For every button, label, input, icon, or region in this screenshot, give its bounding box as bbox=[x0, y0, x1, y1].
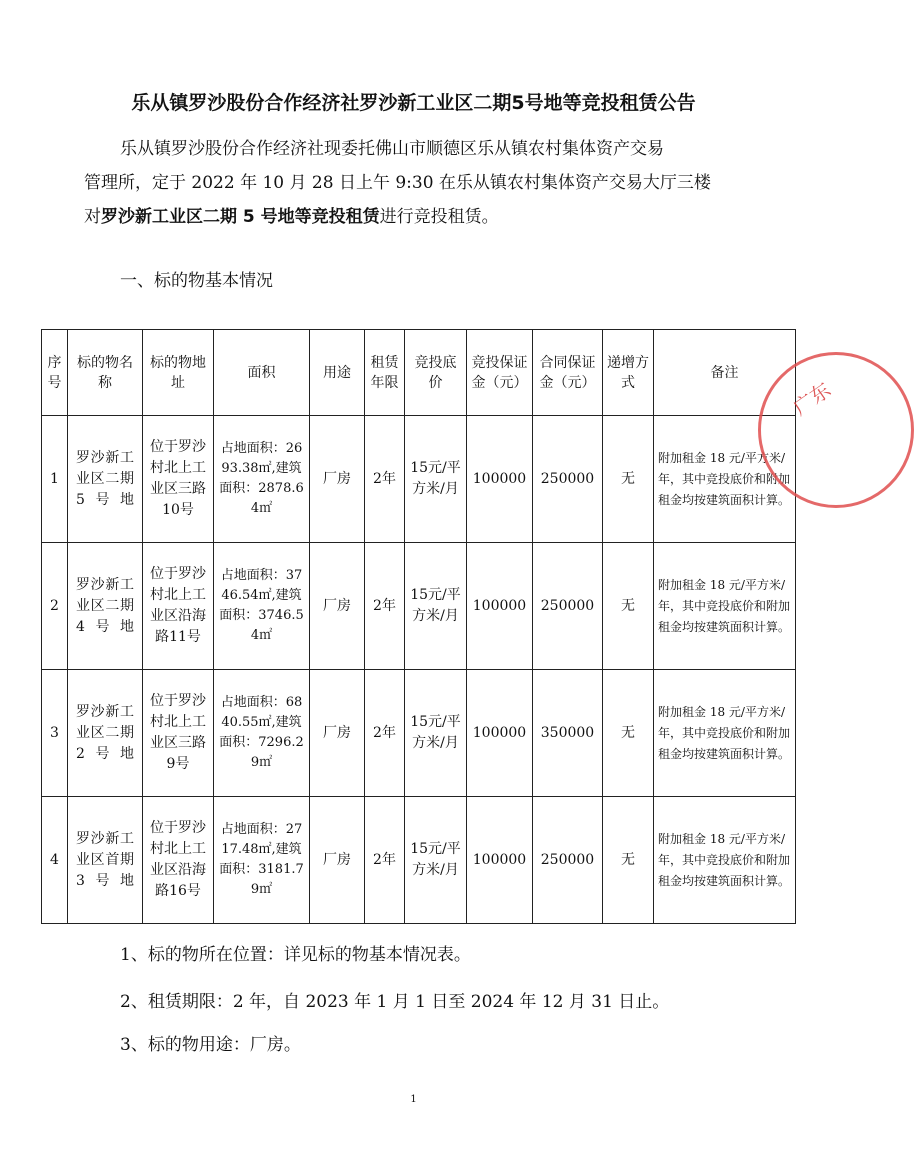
header-contract-deposit: 合同保证金（元） bbox=[533, 330, 603, 416]
table-row bbox=[42, 416, 796, 543]
intro-line-3-prefix: 对 bbox=[84, 207, 101, 227]
header-no: 序号 bbox=[42, 330, 68, 416]
cell-name: 罗沙新工业区二期4号地 bbox=[68, 543, 143, 670]
property-table bbox=[41, 329, 796, 924]
header-term: 租赁年限 bbox=[365, 330, 405, 416]
document-title: 乐从镇罗沙股份合作经济社罗沙新工业区二期5号地等竞投租赁公告 bbox=[131, 92, 696, 114]
header-address: 标的物地址 bbox=[143, 330, 214, 416]
cell-use: 厂房 bbox=[310, 797, 365, 924]
cell-increase: 无 bbox=[603, 797, 654, 924]
intro-line-2: 管理所，定于 2022 年 10 月 28 日上午 9:30 在乐从镇农村集体资产交易大厅三楼 bbox=[84, 173, 711, 193]
cell-term: 2年 bbox=[365, 797, 405, 924]
intro-line-3 bbox=[84, 200, 784, 234]
intro-bold-subject: 罗沙新工业区二期 5 号地等竞投租赁 bbox=[101, 207, 380, 227]
table-row bbox=[42, 543, 796, 670]
item-lease-term: 2、租赁期限：2 年，自 2023 年 1 月 1 日至 2024 年 12 月 31 日止。 bbox=[120, 992, 670, 1012]
seal-text: 广东 bbox=[788, 377, 836, 421]
section-heading: 一、标的物基本情况 bbox=[120, 271, 273, 291]
intro-line-1: 乐从镇罗沙股份合作经济社现委托佛山市顺德区乐从镇农村集体资产交易 bbox=[120, 139, 664, 159]
cell-address: 位于罗沙村北上工业区三路10号 bbox=[143, 416, 214, 543]
cell-area: 占地面积：6840.55㎡,建筑面积：7296.29㎡ bbox=[214, 670, 310, 797]
header-increase: 递增方式 bbox=[603, 330, 654, 416]
item-location: 1、标的物所在位置：详见标的物基本情况表。 bbox=[120, 945, 471, 965]
cell-contract-deposit: 250000 bbox=[533, 543, 603, 670]
cell-use: 厂房 bbox=[310, 543, 365, 670]
cell-name: 罗沙新工业区首期3号地 bbox=[68, 797, 143, 924]
cell-remark: 附加租金 18 元/平方米/年，其中竞投底价和附加租金均按建筑面积计算。 bbox=[654, 670, 796, 797]
cell-area: 占地面积：2717.48㎡,建筑面积：3181.79㎡ bbox=[214, 797, 310, 924]
header-remark: 备注 bbox=[654, 330, 796, 416]
cell-address: 位于罗沙村北上工业区三路9号 bbox=[143, 670, 214, 797]
cell-increase: 无 bbox=[603, 543, 654, 670]
cell-address: 位于罗沙村北上工业区沿海路11号 bbox=[143, 543, 214, 670]
header-price: 竞投底价 bbox=[405, 330, 467, 416]
cell-deposit: 100000 bbox=[467, 416, 533, 543]
table-row bbox=[42, 670, 796, 797]
official-seal-stamp bbox=[758, 352, 914, 508]
cell-area: 占地面积：2693.38㎡,建筑面积：2878.64㎡ bbox=[214, 416, 310, 543]
cell-price: 15元/平方米/月 bbox=[405, 543, 467, 670]
cell-use: 厂房 bbox=[310, 416, 365, 543]
cell-term: 2年 bbox=[365, 543, 405, 670]
cell-increase: 无 bbox=[603, 416, 654, 543]
cell-remark: 附加租金 18 元/平方米/年，其中竞投底价和附加租金均按建筑面积计算。 bbox=[654, 797, 796, 924]
cell-remark: 附加租金 18 元/平方米/年，其中竞投底价和附加租金均按建筑面积计算。 bbox=[654, 543, 796, 670]
cell-address: 位于罗沙村北上工业区沿海路16号 bbox=[143, 797, 214, 924]
cell-price: 15元/平方米/月 bbox=[405, 670, 467, 797]
cell-contract-deposit: 250000 bbox=[533, 797, 603, 924]
header-area: 面积 bbox=[214, 330, 310, 416]
cell-deposit: 100000 bbox=[467, 797, 533, 924]
cell-increase: 无 bbox=[603, 670, 654, 797]
cell-contract-deposit: 350000 bbox=[533, 670, 603, 797]
cell-price: 15元/平方米/月 bbox=[405, 416, 467, 543]
intro-line-3-suffix: 进行竞投租赁。 bbox=[379, 207, 499, 227]
cell-price: 15元/平方米/月 bbox=[405, 797, 467, 924]
cell-area: 占地面积：3746.54㎡,建筑面积：3746.54㎡ bbox=[214, 543, 310, 670]
cell-term: 2年 bbox=[365, 416, 405, 543]
cell-contract-deposit: 250000 bbox=[533, 416, 603, 543]
cell-use: 厂房 bbox=[310, 670, 365, 797]
cell-name: 罗沙新工业区二期5号地 bbox=[68, 416, 143, 543]
table-header-row bbox=[42, 330, 796, 416]
cell-deposit: 100000 bbox=[467, 670, 533, 797]
cell-deposit: 100000 bbox=[467, 543, 533, 670]
item-usage: 3、标的物用途：厂房。 bbox=[120, 1035, 301, 1055]
header-name: 标的物名称 bbox=[68, 330, 143, 416]
header-deposit: 竞投保证金（元） bbox=[467, 330, 533, 416]
cell-no: 3 bbox=[42, 670, 68, 797]
table-row bbox=[42, 797, 796, 924]
cell-term: 2年 bbox=[365, 670, 405, 797]
cell-no: 1 bbox=[42, 416, 68, 543]
cell-no: 2 bbox=[42, 543, 68, 670]
page-number: 1 bbox=[410, 1094, 417, 1105]
cell-remark: 附加租金 18 元/平方米/年，其中竞投底价和附加租金均按建筑面积计算。 bbox=[654, 416, 796, 543]
cell-name: 罗沙新工业区二期2号地 bbox=[68, 670, 143, 797]
intro-paragraph bbox=[84, 132, 784, 234]
header-use: 用途 bbox=[310, 330, 365, 416]
cell-no: 4 bbox=[42, 797, 68, 924]
